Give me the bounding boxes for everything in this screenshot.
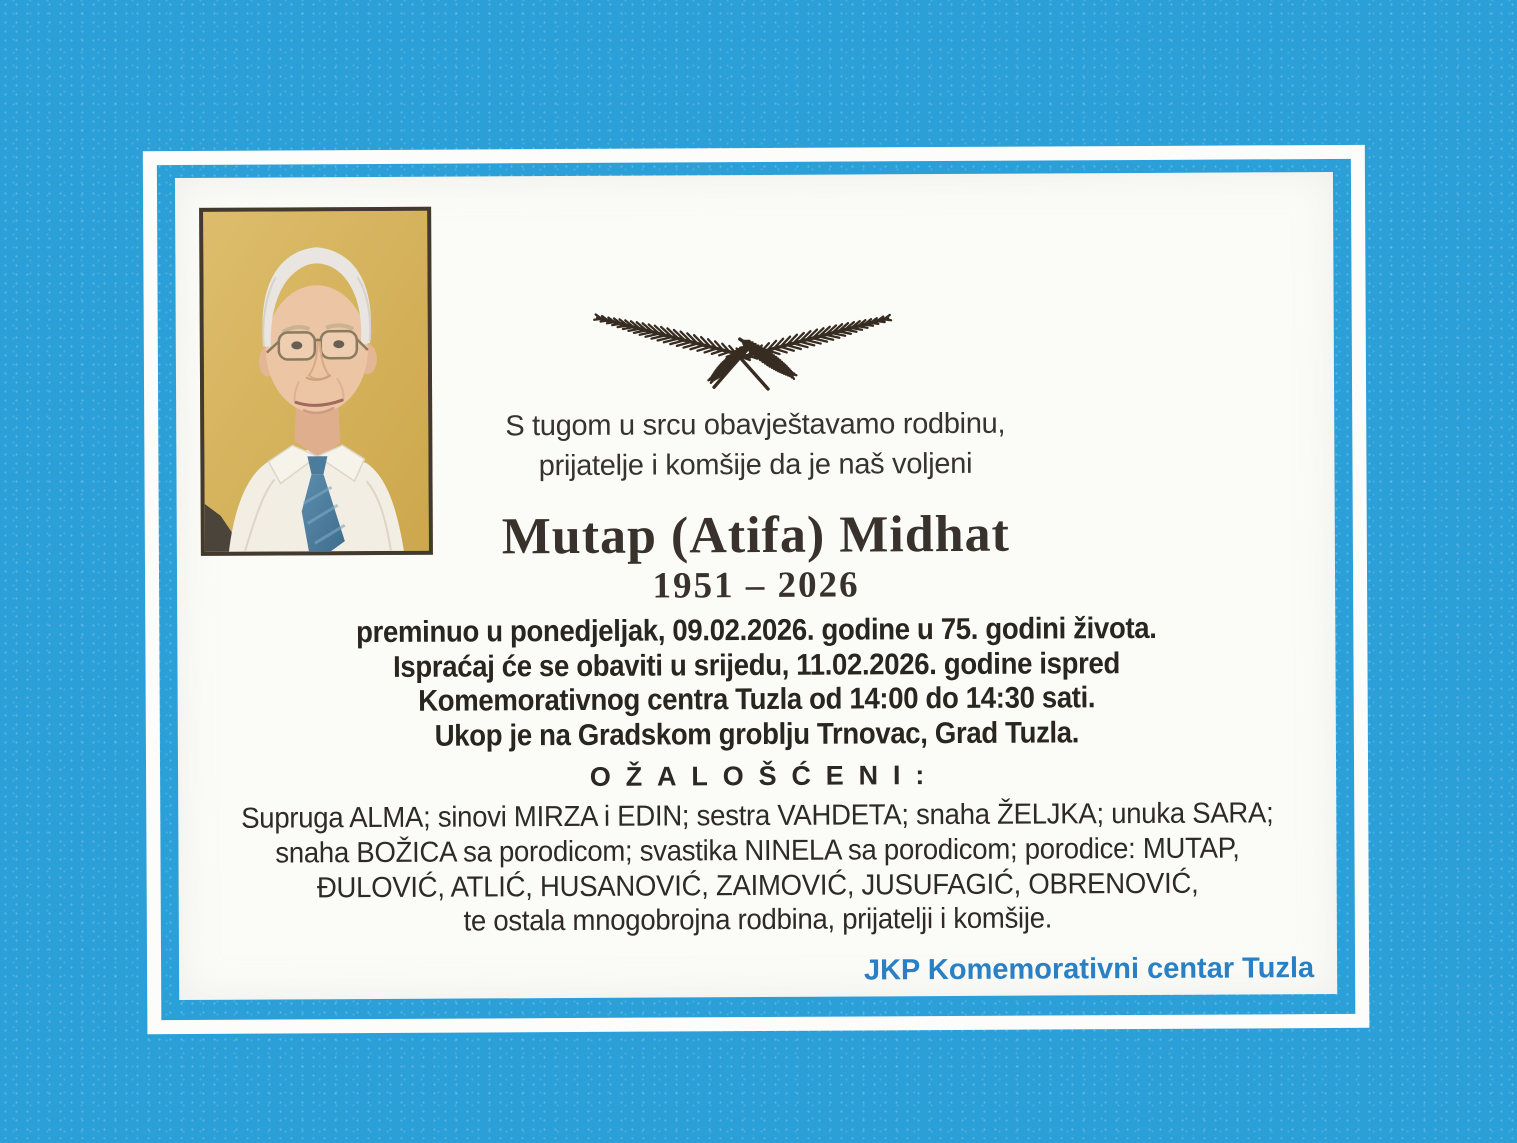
details-line-1: preminuo u ponedjeljak, 09.02.2026. godine u 75. godini života. <box>356 611 1157 650</box>
mourners-line-2: snaha BOŽICA sa porodicom; svastika NINELA sa porodicom; porodice: MUTAP, <box>275 832 1240 870</box>
pine-branch-icon <box>590 288 899 392</box>
details-line-2: Ispraćaj će se obaviti u srijedu, 11.02.2026. godine ispred <box>392 646 1121 684</box>
intro-text <box>176 402 1334 488</box>
portrait-photo <box>199 207 433 556</box>
mourners-line-3: ĐULOVIĆ, ATLIĆ, HUSANOVIĆ, ZAIMOVIĆ, JUSUFAGIĆ, OBRENOVIĆ, <box>316 867 1199 904</box>
mourners-heading: OŽALOŠĆENI: <box>589 760 940 792</box>
life-years: 1951 – 2026 <box>652 564 860 607</box>
funeral-details <box>224 611 1290 755</box>
issuer-signature: JKP Komemorativni centar Tuzla <box>863 952 1315 987</box>
intro-line-1: S tugom u srcu obavještavamo rodbinu, <box>505 407 1006 443</box>
mourners-list <box>207 796 1308 941</box>
details-line-4: Ukop je na Gradskom groblju Trnovac, Grad Tuzla. <box>434 715 1080 753</box>
details-line-3: Komemorativnog centra Tuzla od 14:00 do 14:30 sati. <box>418 681 1096 718</box>
mourners-line-4: te ostala mnogobrojna rodbina, prijatelji i komšije. <box>463 902 1053 938</box>
portrait-illustration <box>203 211 429 552</box>
intro-line-2: prijatelje i komšije da je naš voljeni <box>538 447 973 483</box>
mourners-line-1: Supruga ALMA; sinovi MIRZA i EDIN; sestra VAHDETA; snaha ŽELJKA; unuka SARA; <box>241 797 1274 835</box>
obituary-card <box>175 172 1337 1000</box>
deceased-name: Mutap (Atifa) Midhat <box>501 505 1011 566</box>
